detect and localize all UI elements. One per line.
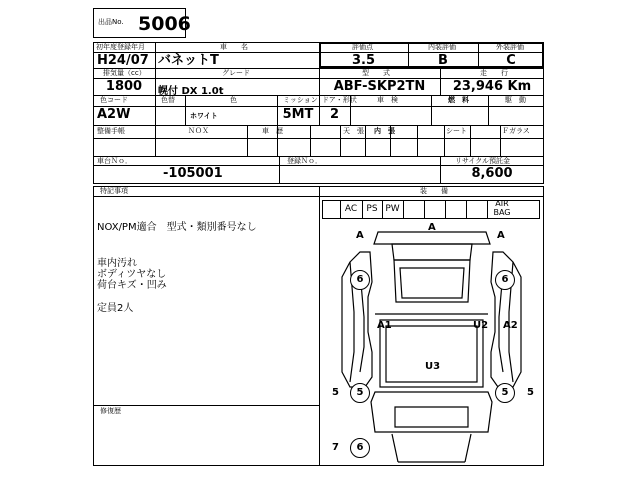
note-line-5: 定員2人 bbox=[97, 303, 134, 314]
lot-number-box bbox=[93, 8, 191, 38]
equipment-pw: PW bbox=[385, 204, 400, 214]
reg-date-value: H24/07 bbox=[97, 53, 149, 68]
grade-value: 幌付 DX 1.0t bbox=[158, 86, 224, 97]
mission-label: ミッション bbox=[283, 96, 318, 104]
recycle-value: 8,600 bbox=[471, 166, 513, 181]
reg-date-label: 初年度登録年月 bbox=[96, 43, 145, 51]
exterior-label: 外装評価 bbox=[496, 43, 524, 51]
chassis-value: -105001 bbox=[163, 166, 223, 181]
plate-label: 登録Ｎｏ． bbox=[287, 157, 322, 165]
mileage-label: 走 行 bbox=[480, 69, 508, 77]
note-line-2: 車内汚れ bbox=[97, 258, 137, 269]
car-name-label: 車 名 bbox=[220, 43, 248, 51]
roof-label: 天 張 bbox=[343, 127, 364, 135]
manual-label: 整備手帳 bbox=[97, 127, 125, 135]
color-value: ホワイト bbox=[190, 112, 218, 120]
displacement-label: 排気量（cc） bbox=[103, 69, 146, 77]
mark-top-right: A bbox=[497, 230, 505, 241]
history-label: 車 歴 bbox=[262, 127, 283, 135]
note-line-1: NOX/PM適合 型式・類別番号なし bbox=[97, 222, 257, 233]
equipment-ps: PS bbox=[366, 204, 378, 214]
exterior-value: C bbox=[506, 53, 516, 68]
score-value: 3.5 bbox=[351, 53, 376, 68]
nox-label: ＮＯＸ bbox=[188, 127, 209, 135]
model-value: ABF-SKP2TN bbox=[333, 79, 426, 94]
mark-rear-right-outer: 5 bbox=[527, 387, 534, 398]
inspection-label: 車 検 bbox=[377, 96, 398, 104]
door-value: 2 bbox=[330, 107, 340, 122]
mark-top-left: A bbox=[356, 230, 364, 241]
lot-number: 5006 bbox=[138, 13, 191, 35]
seat-label: シート bbox=[446, 127, 467, 135]
mark-circle-rear-right: 5 bbox=[495, 383, 515, 403]
special-notes-label: 特記事項 bbox=[100, 187, 128, 195]
note-line-3: ボディツヤなし bbox=[97, 269, 167, 280]
car-name-value: バネットT bbox=[158, 53, 219, 68]
equipment-label: 装 備 bbox=[420, 187, 448, 195]
model-label: 型 式 bbox=[362, 69, 390, 77]
vehicle-diagram bbox=[320, 222, 543, 465]
repair-history-label: 修復歴 bbox=[100, 407, 121, 415]
chassis-label: 車台Ｎｏ． bbox=[97, 157, 132, 165]
color-code-value: A2W bbox=[97, 107, 131, 122]
color-code-label: 色コード bbox=[100, 96, 128, 104]
fuel-label: 燃 料 bbox=[448, 96, 469, 104]
mark-top-center: A bbox=[428, 222, 436, 233]
inner-lining-label: 内 張 bbox=[374, 127, 395, 135]
mark-right-door-1: U2 bbox=[473, 320, 489, 331]
color-change-label: 色替 bbox=[161, 96, 175, 104]
mileage-value: 23,946 Km bbox=[452, 79, 532, 94]
recycle-label: リサイクル預託金 bbox=[455, 157, 511, 165]
mark-rear-left-outer: 5 bbox=[332, 387, 339, 398]
mission-value: 5MT bbox=[282, 107, 314, 122]
mark-bed: U3 bbox=[425, 361, 441, 372]
color-label: 色 bbox=[230, 96, 237, 104]
grade-label: グレード bbox=[222, 69, 250, 77]
lot-label: 出品No. bbox=[98, 18, 124, 26]
mark-circle-rear-left: 5 bbox=[350, 383, 370, 403]
mark-bottom-left-outer: 7 bbox=[332, 442, 339, 453]
displacement-value: 1800 bbox=[105, 79, 143, 94]
glass-label: Ｆガラス bbox=[502, 127, 530, 135]
mark-left-door: A1 bbox=[377, 320, 392, 331]
interior-label: 内装評価 bbox=[428, 43, 456, 51]
drive-label: 駆 動 bbox=[505, 96, 526, 104]
note-line-4: 荷台キズ・凹み bbox=[97, 280, 167, 291]
score-label: 評価点 bbox=[352, 43, 373, 51]
door-label: ドア・形状 bbox=[322, 96, 357, 104]
mark-circle-bottom-left: 6 bbox=[350, 438, 370, 458]
mark-circle-top-right: 6 bbox=[495, 270, 515, 290]
mark-right-door-2: A2 bbox=[503, 320, 518, 331]
equipment-airbag: AIR BAG bbox=[493, 199, 511, 217]
mark-circle-top-left: 6 bbox=[350, 270, 370, 290]
interior-value: B bbox=[438, 53, 448, 68]
equipment-ac: AC bbox=[344, 204, 358, 214]
